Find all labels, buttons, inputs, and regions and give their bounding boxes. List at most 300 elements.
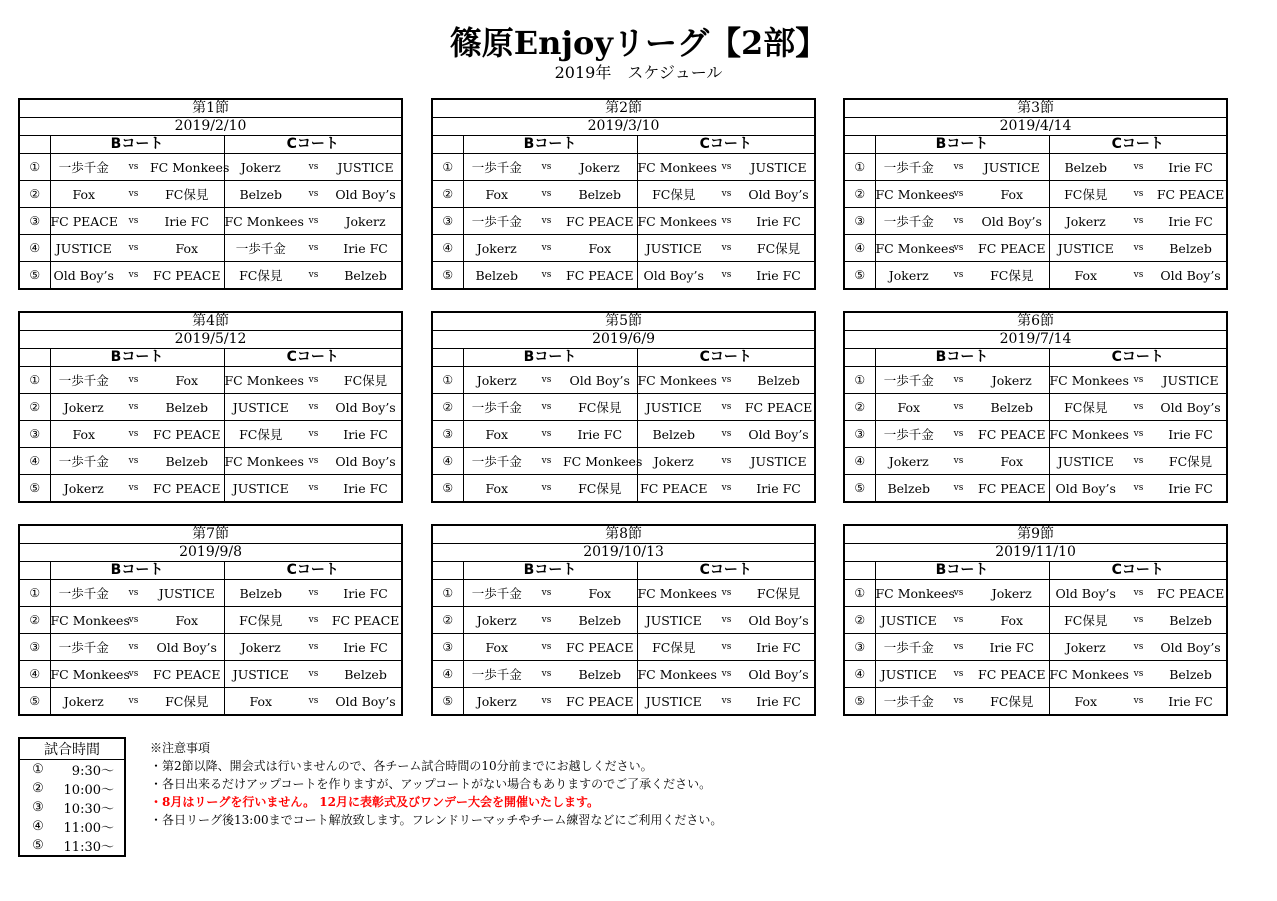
round-table	[431, 524, 816, 716]
court-b-team-2: Old Boy’s	[975, 208, 1049, 235]
match-row	[432, 634, 815, 661]
court-c-team-2: Belzeb	[330, 262, 402, 290]
court-c-team-2: FC PEACE	[1155, 181, 1227, 208]
vs-label: vs	[1122, 634, 1155, 661]
match-row	[432, 688, 815, 716]
vs-label: vs	[710, 634, 743, 661]
vs-label: vs	[710, 688, 743, 716]
court-c-team-1: Jokerz	[1049, 208, 1122, 235]
match-number: ②	[19, 181, 50, 208]
court-c-header: Cコート	[1049, 349, 1227, 367]
court-header-blank	[432, 562, 463, 580]
court-b-header: Bコート	[50, 349, 224, 367]
court-c-team-1: FC保見	[637, 181, 710, 208]
match-row	[844, 235, 1227, 262]
match-row	[19, 262, 402, 290]
match-number: ④	[19, 661, 50, 688]
vs-label: vs	[710, 367, 743, 394]
round-table	[431, 311, 816, 503]
vs-label: vs	[1122, 367, 1155, 394]
match-number: ①	[19, 154, 50, 181]
court-c-team-1: JUSTICE	[1049, 235, 1122, 262]
court-b-header: Bコート	[463, 562, 637, 580]
round-date: 2019/5/12	[19, 331, 402, 349]
vs-label: vs	[710, 262, 743, 290]
round-table	[18, 311, 403, 503]
match-row	[844, 475, 1227, 503]
vs-label: vs	[710, 394, 743, 421]
court-c-team-2: Old Boy’s	[743, 421, 815, 448]
court-b-team-1: 一歩千金	[50, 580, 117, 607]
court-b-team-2: Old Boy’s	[563, 367, 637, 394]
vs-label: vs	[530, 181, 563, 208]
vs-label: vs	[942, 181, 975, 208]
court-b-team-1: Jokerz	[50, 475, 117, 503]
match-row	[19, 634, 402, 661]
match-number: ③	[844, 634, 875, 661]
court-c-header: Cコート	[224, 562, 402, 580]
court-b-team-2: Belzeb	[150, 394, 224, 421]
note-line: ・第2節以降、開会式は行いませんので、各チーム試合時間の10分前までにお越しください。	[150, 759, 653, 773]
vs-label: vs	[710, 580, 743, 607]
court-b-team-2: FC PEACE	[975, 661, 1049, 688]
court-b-team-2: FC PEACE	[563, 688, 637, 716]
match-row	[19, 580, 402, 607]
court-b-team-2: Old Boy’s	[150, 634, 224, 661]
vs-label: vs	[1122, 154, 1155, 181]
court-b-team-1: Belzeb	[875, 475, 942, 503]
court-b-team-2: Jokerz	[975, 367, 1049, 394]
court-b-team-2: Fox	[563, 580, 637, 607]
court-c-team-2: Irie FC	[743, 688, 815, 716]
court-b-team-1: Jokerz	[50, 688, 117, 716]
vs-label: vs	[710, 448, 743, 475]
vs-label: vs	[942, 208, 975, 235]
court-c-header: Cコート	[637, 562, 815, 580]
match-row	[432, 661, 815, 688]
vs-label: vs	[1122, 475, 1155, 503]
court-b-team-2: JUSTICE	[975, 154, 1049, 181]
court-b-team-2: Jokerz	[975, 580, 1049, 607]
court-c-team-2: Irie FC	[1155, 475, 1227, 503]
vs-label: vs	[117, 475, 150, 503]
vs-label: vs	[1122, 661, 1155, 688]
vs-label: vs	[297, 235, 330, 262]
court-c-team-1: JUSTICE	[637, 235, 710, 262]
court-c-header: Cコート	[637, 136, 815, 154]
vs-label: vs	[942, 154, 975, 181]
match-row	[19, 367, 402, 394]
court-header-blank	[19, 562, 50, 580]
court-b-team-1: 一歩千金	[50, 448, 117, 475]
court-c-team-1: Old Boy’s	[1049, 580, 1122, 607]
court-b-team-1: Fox	[463, 634, 530, 661]
match-number: ⑤	[844, 475, 875, 503]
court-c-team-2: Irie FC	[1155, 208, 1227, 235]
court-c-team-1: JUSTICE	[224, 394, 297, 421]
vs-label: vs	[117, 421, 150, 448]
court-c-team-1: FC PEACE	[637, 475, 710, 503]
court-b-team-1: JUSTICE	[50, 235, 117, 262]
vs-label: vs	[117, 607, 150, 634]
vs-label: vs	[297, 367, 330, 394]
match-row	[844, 394, 1227, 421]
court-c-team-1: FC Monkees	[1049, 367, 1122, 394]
match-number: ②	[844, 607, 875, 634]
court-b-team-1: 一歩千金	[50, 367, 117, 394]
court-b-team-2: Belzeb	[563, 181, 637, 208]
match-number: ②	[19, 607, 50, 634]
match-number: ④	[844, 661, 875, 688]
court-b-team-1: Fox	[875, 394, 942, 421]
court-b-team-2: Irie FC	[150, 208, 224, 235]
court-b-team-2: Belzeb	[563, 661, 637, 688]
court-b-team-1: Jokerz	[875, 262, 942, 290]
court-c-team-2: Irie FC	[1155, 688, 1227, 716]
vs-label: vs	[942, 688, 975, 716]
match-row	[844, 208, 1227, 235]
match-row	[844, 421, 1227, 448]
vs-label: vs	[710, 661, 743, 688]
vs-label: vs	[1122, 181, 1155, 208]
court-c-team-2: Old Boy’s	[743, 661, 815, 688]
court-c-team-1: FC Monkees	[637, 661, 710, 688]
vs-label: vs	[297, 607, 330, 634]
court-c-team-2: Belzeb	[1155, 661, 1227, 688]
court-c-team-1: FC Monkees	[637, 580, 710, 607]
court-c-team-2: Old Boy’s	[330, 181, 402, 208]
match-number: ③	[19, 421, 50, 448]
court-b-team-2: FC PEACE	[150, 661, 224, 688]
time-slot-time: 10:00～	[63, 783, 114, 798]
match-number: ②	[432, 394, 463, 421]
vs-label: vs	[297, 181, 330, 208]
match-row	[19, 661, 402, 688]
court-c-team-1: FC Monkees	[224, 208, 297, 235]
court-c-team-1: FC Monkees	[637, 154, 710, 181]
court-c-team-1: FC保見	[224, 262, 297, 290]
court-c-team-2: Irie FC	[330, 580, 402, 607]
match-number: ④	[432, 235, 463, 262]
court-header-blank	[19, 136, 50, 154]
court-b-team-1: Fox	[463, 181, 530, 208]
court-b-team-2: FC PEACE	[563, 634, 637, 661]
court-c-team-2: Belzeb	[743, 367, 815, 394]
match-number: ④	[432, 448, 463, 475]
vs-label: vs	[297, 688, 330, 716]
note-line: ・各日リーグ後13:00までコート解放致します。フレンドリーマッチやチーム練習などにご利用ください。	[150, 813, 723, 827]
court-header-blank	[844, 136, 875, 154]
round-table	[18, 98, 403, 290]
match-row	[19, 475, 402, 503]
match-row	[19, 394, 402, 421]
match-row	[844, 688, 1227, 716]
match-number: ②	[432, 181, 463, 208]
vs-label: vs	[117, 262, 150, 290]
court-b-team-2: Fox	[975, 448, 1049, 475]
match-row	[432, 448, 815, 475]
match-row	[432, 262, 815, 290]
vs-label: vs	[297, 475, 330, 503]
court-b-team-2: JUSTICE	[150, 580, 224, 607]
court-c-team-2: JUSTICE	[743, 448, 815, 475]
court-b-header: Bコート	[50, 136, 224, 154]
court-b-team-2: Belzeb	[563, 607, 637, 634]
match-row	[432, 154, 815, 181]
match-row	[432, 580, 815, 607]
note-line-highlight: ・8月はリーグを行いません。 12月に表彰式及びワンデー大会を開催いたします。	[150, 795, 599, 809]
court-c-team-2: Old Boy’s	[330, 688, 402, 716]
court-b-header: Bコート	[875, 349, 1049, 367]
court-c-team-1: JUSTICE	[224, 661, 297, 688]
vs-label: vs	[1122, 262, 1155, 290]
vs-label: vs	[117, 580, 150, 607]
court-c-team-1: FC保見	[637, 634, 710, 661]
vs-label: vs	[530, 154, 563, 181]
vs-label: vs	[1122, 394, 1155, 421]
court-b-team-1: 一歩千金	[875, 634, 942, 661]
vs-label: vs	[1122, 448, 1155, 475]
court-b-team-1: FC Monkees	[50, 661, 117, 688]
match-row	[844, 448, 1227, 475]
court-b-team-2: Fox	[975, 607, 1049, 634]
vs-label: vs	[530, 634, 563, 661]
court-b-team-2: FC保見	[563, 475, 637, 503]
round-name: 第4節	[19, 312, 402, 331]
court-c-team-1: Jokerz	[1049, 634, 1122, 661]
note-line: ・各日出来るだけアップコートを作りますが、アップコートがない場合もありますのでご了承ください。	[150, 777, 712, 791]
court-header-blank	[844, 349, 875, 367]
match-row	[432, 208, 815, 235]
vs-label: vs	[530, 208, 563, 235]
vs-label: vs	[942, 634, 975, 661]
match-number: ④	[844, 235, 875, 262]
round-name: 第5節	[432, 312, 815, 331]
court-b-team-1: 一歩千金	[463, 580, 530, 607]
court-b-header: Bコート	[50, 562, 224, 580]
match-row	[844, 607, 1227, 634]
court-c-team-2: Old Boy’s	[330, 394, 402, 421]
vs-label: vs	[297, 154, 330, 181]
court-b-team-2: Irie FC	[563, 421, 637, 448]
vs-label: vs	[117, 661, 150, 688]
vs-label: vs	[530, 580, 563, 607]
court-c-team-2: Irie FC	[743, 634, 815, 661]
round-table	[843, 98, 1228, 290]
court-b-team-2: Fox	[150, 235, 224, 262]
court-c-team-2: Irie FC	[743, 475, 815, 503]
match-number: ①	[432, 367, 463, 394]
vs-label: vs	[297, 394, 330, 421]
court-c-team-1: JUSTICE	[637, 607, 710, 634]
match-number: ③	[844, 421, 875, 448]
court-b-team-1: 一歩千金	[875, 421, 942, 448]
match-number: ③	[19, 634, 50, 661]
court-b-team-2: FC PEACE	[563, 262, 637, 290]
court-b-team-1: 一歩千金	[875, 367, 942, 394]
vs-label: vs	[297, 448, 330, 475]
court-b-team-1: Jokerz	[463, 688, 530, 716]
court-c-team-1: FC Monkees	[1049, 421, 1122, 448]
vs-label: vs	[297, 262, 330, 290]
vs-label: vs	[117, 154, 150, 181]
court-b-header: Bコート	[875, 562, 1049, 580]
court-c-team-1: FC Monkees	[224, 448, 297, 475]
vs-label: vs	[117, 688, 150, 716]
court-c-team-2: FC保見	[330, 367, 402, 394]
vs-label: vs	[710, 181, 743, 208]
vs-label: vs	[942, 421, 975, 448]
court-b-team-2: Irie FC	[975, 634, 1049, 661]
court-c-team-1: Jokerz	[224, 634, 297, 661]
court-c-team-2: Irie FC	[330, 235, 402, 262]
match-row	[432, 367, 815, 394]
time-slot-number: ⑤	[32, 838, 44, 853]
court-c-team-1: FC保見	[224, 421, 297, 448]
vs-label: vs	[942, 580, 975, 607]
match-number: ③	[432, 421, 463, 448]
court-c-team-2: JUSTICE	[1155, 367, 1227, 394]
court-b-team-1: FC Monkees	[875, 580, 942, 607]
court-c-team-1: FC保見	[1049, 607, 1122, 634]
vs-label: vs	[710, 421, 743, 448]
vs-label: vs	[710, 235, 743, 262]
court-c-team-2: FC PEACE	[743, 394, 815, 421]
court-header-blank	[432, 349, 463, 367]
vs-label: vs	[942, 448, 975, 475]
match-row	[19, 421, 402, 448]
court-b-team-2: FC PEACE	[975, 235, 1049, 262]
vs-label: vs	[530, 448, 563, 475]
vs-label: vs	[710, 154, 743, 181]
court-b-team-1: Fox	[50, 181, 117, 208]
vs-label: vs	[530, 661, 563, 688]
court-c-team-1: Old Boy’s	[637, 262, 710, 290]
match-number: ⑤	[432, 688, 463, 716]
court-b-team-1: JUSTICE	[875, 661, 942, 688]
vs-label: vs	[297, 634, 330, 661]
court-b-header: Bコート	[463, 136, 637, 154]
court-b-team-2: FC PEACE	[563, 208, 637, 235]
match-number: ⑤	[19, 688, 50, 716]
court-b-team-2: FC保見	[975, 262, 1049, 290]
court-c-team-1: Fox	[1049, 262, 1122, 290]
court-c-header: Cコート	[224, 136, 402, 154]
match-times-box	[18, 737, 126, 857]
time-slot-time: 11:00～	[63, 821, 114, 836]
court-b-team-2: Jokerz	[563, 154, 637, 181]
court-b-team-2: FC保見	[563, 394, 637, 421]
court-c-team-2: Old Boy’s	[1155, 394, 1227, 421]
vs-label: vs	[117, 208, 150, 235]
vs-label: vs	[530, 367, 563, 394]
vs-label: vs	[117, 235, 150, 262]
court-c-team-1: Fox	[224, 688, 297, 716]
court-c-team-1: JUSTICE	[224, 475, 297, 503]
court-b-team-1: FC Monkees	[875, 235, 942, 262]
round-name: 第1節	[19, 99, 402, 118]
match-number: ⑤	[432, 475, 463, 503]
time-slot-time: 10:30～	[63, 802, 114, 817]
court-b-team-1: Fox	[463, 475, 530, 503]
match-row	[432, 421, 815, 448]
time-slot-time: 11:30～	[63, 840, 114, 855]
court-c-team-2: FC PEACE	[1155, 580, 1227, 607]
match-row	[844, 634, 1227, 661]
court-b-team-1: Fox	[50, 421, 117, 448]
court-b-team-1: Jokerz	[463, 235, 530, 262]
vs-label: vs	[530, 688, 563, 716]
match-row	[19, 181, 402, 208]
page-title: 篠原Enjoyリーグ【2部】	[449, 24, 828, 62]
court-b-header: Bコート	[875, 136, 1049, 154]
court-c-team-1: Old Boy’s	[1049, 475, 1122, 503]
court-c-team-2: FC保見	[743, 235, 815, 262]
time-slot-number: ①	[32, 762, 44, 777]
court-c-header: Cコート	[224, 349, 402, 367]
vs-label: vs	[710, 208, 743, 235]
court-c-team-2: FC保見	[1155, 448, 1227, 475]
round-name: 第9節	[844, 525, 1227, 544]
time-slot-time: 9:30～	[71, 764, 114, 779]
court-b-team-1: Jokerz	[463, 367, 530, 394]
match-number: ④	[19, 448, 50, 475]
court-c-team-2: Irie FC	[330, 421, 402, 448]
court-c-team-2: JUSTICE	[330, 154, 402, 181]
court-b-team-1: Jokerz	[50, 394, 117, 421]
match-row	[432, 394, 815, 421]
round-table	[843, 311, 1228, 503]
court-b-team-2: FC PEACE	[150, 262, 224, 290]
court-c-team-1: 一歩千金	[224, 235, 297, 262]
match-number: ①	[19, 367, 50, 394]
match-row	[19, 688, 402, 716]
match-row	[844, 367, 1227, 394]
match-number: ②	[432, 607, 463, 634]
match-number: ③	[432, 208, 463, 235]
court-c-team-2: Belzeb	[1155, 607, 1227, 634]
round-date: 2019/6/9	[432, 331, 815, 349]
match-number: ③	[432, 634, 463, 661]
court-c-team-2: Irie FC	[1155, 421, 1227, 448]
vs-label: vs	[1122, 208, 1155, 235]
round-date: 2019/2/10	[19, 118, 402, 136]
court-b-team-1: 一歩千金	[875, 154, 942, 181]
round-name: 第8節	[432, 525, 815, 544]
court-b-team-1: 一歩千金	[50, 634, 117, 661]
court-c-team-2: Old Boy’s	[330, 448, 402, 475]
court-c-team-1: FC Monkees	[637, 367, 710, 394]
match-row	[432, 475, 815, 503]
notes-header: ※注意事項	[150, 741, 211, 755]
court-c-team-1: Belzeb	[1049, 154, 1122, 181]
match-number: ①	[19, 580, 50, 607]
court-b-team-1: Belzeb	[463, 262, 530, 290]
vs-label: vs	[1122, 607, 1155, 634]
vs-label: vs	[1122, 235, 1155, 262]
match-number: ⑤	[19, 475, 50, 503]
vs-label: vs	[530, 394, 563, 421]
round-table	[18, 524, 403, 716]
court-c-team-1: FC保見	[1049, 181, 1122, 208]
court-c-team-1: FC保見	[224, 607, 297, 634]
court-b-team-2: FC Monkees	[150, 154, 224, 181]
court-b-team-2: Fox	[975, 181, 1049, 208]
court-b-team-1: Fox	[463, 421, 530, 448]
round-table	[843, 524, 1228, 716]
time-slot-number: ②	[32, 781, 44, 796]
match-number: ⑤	[844, 262, 875, 290]
